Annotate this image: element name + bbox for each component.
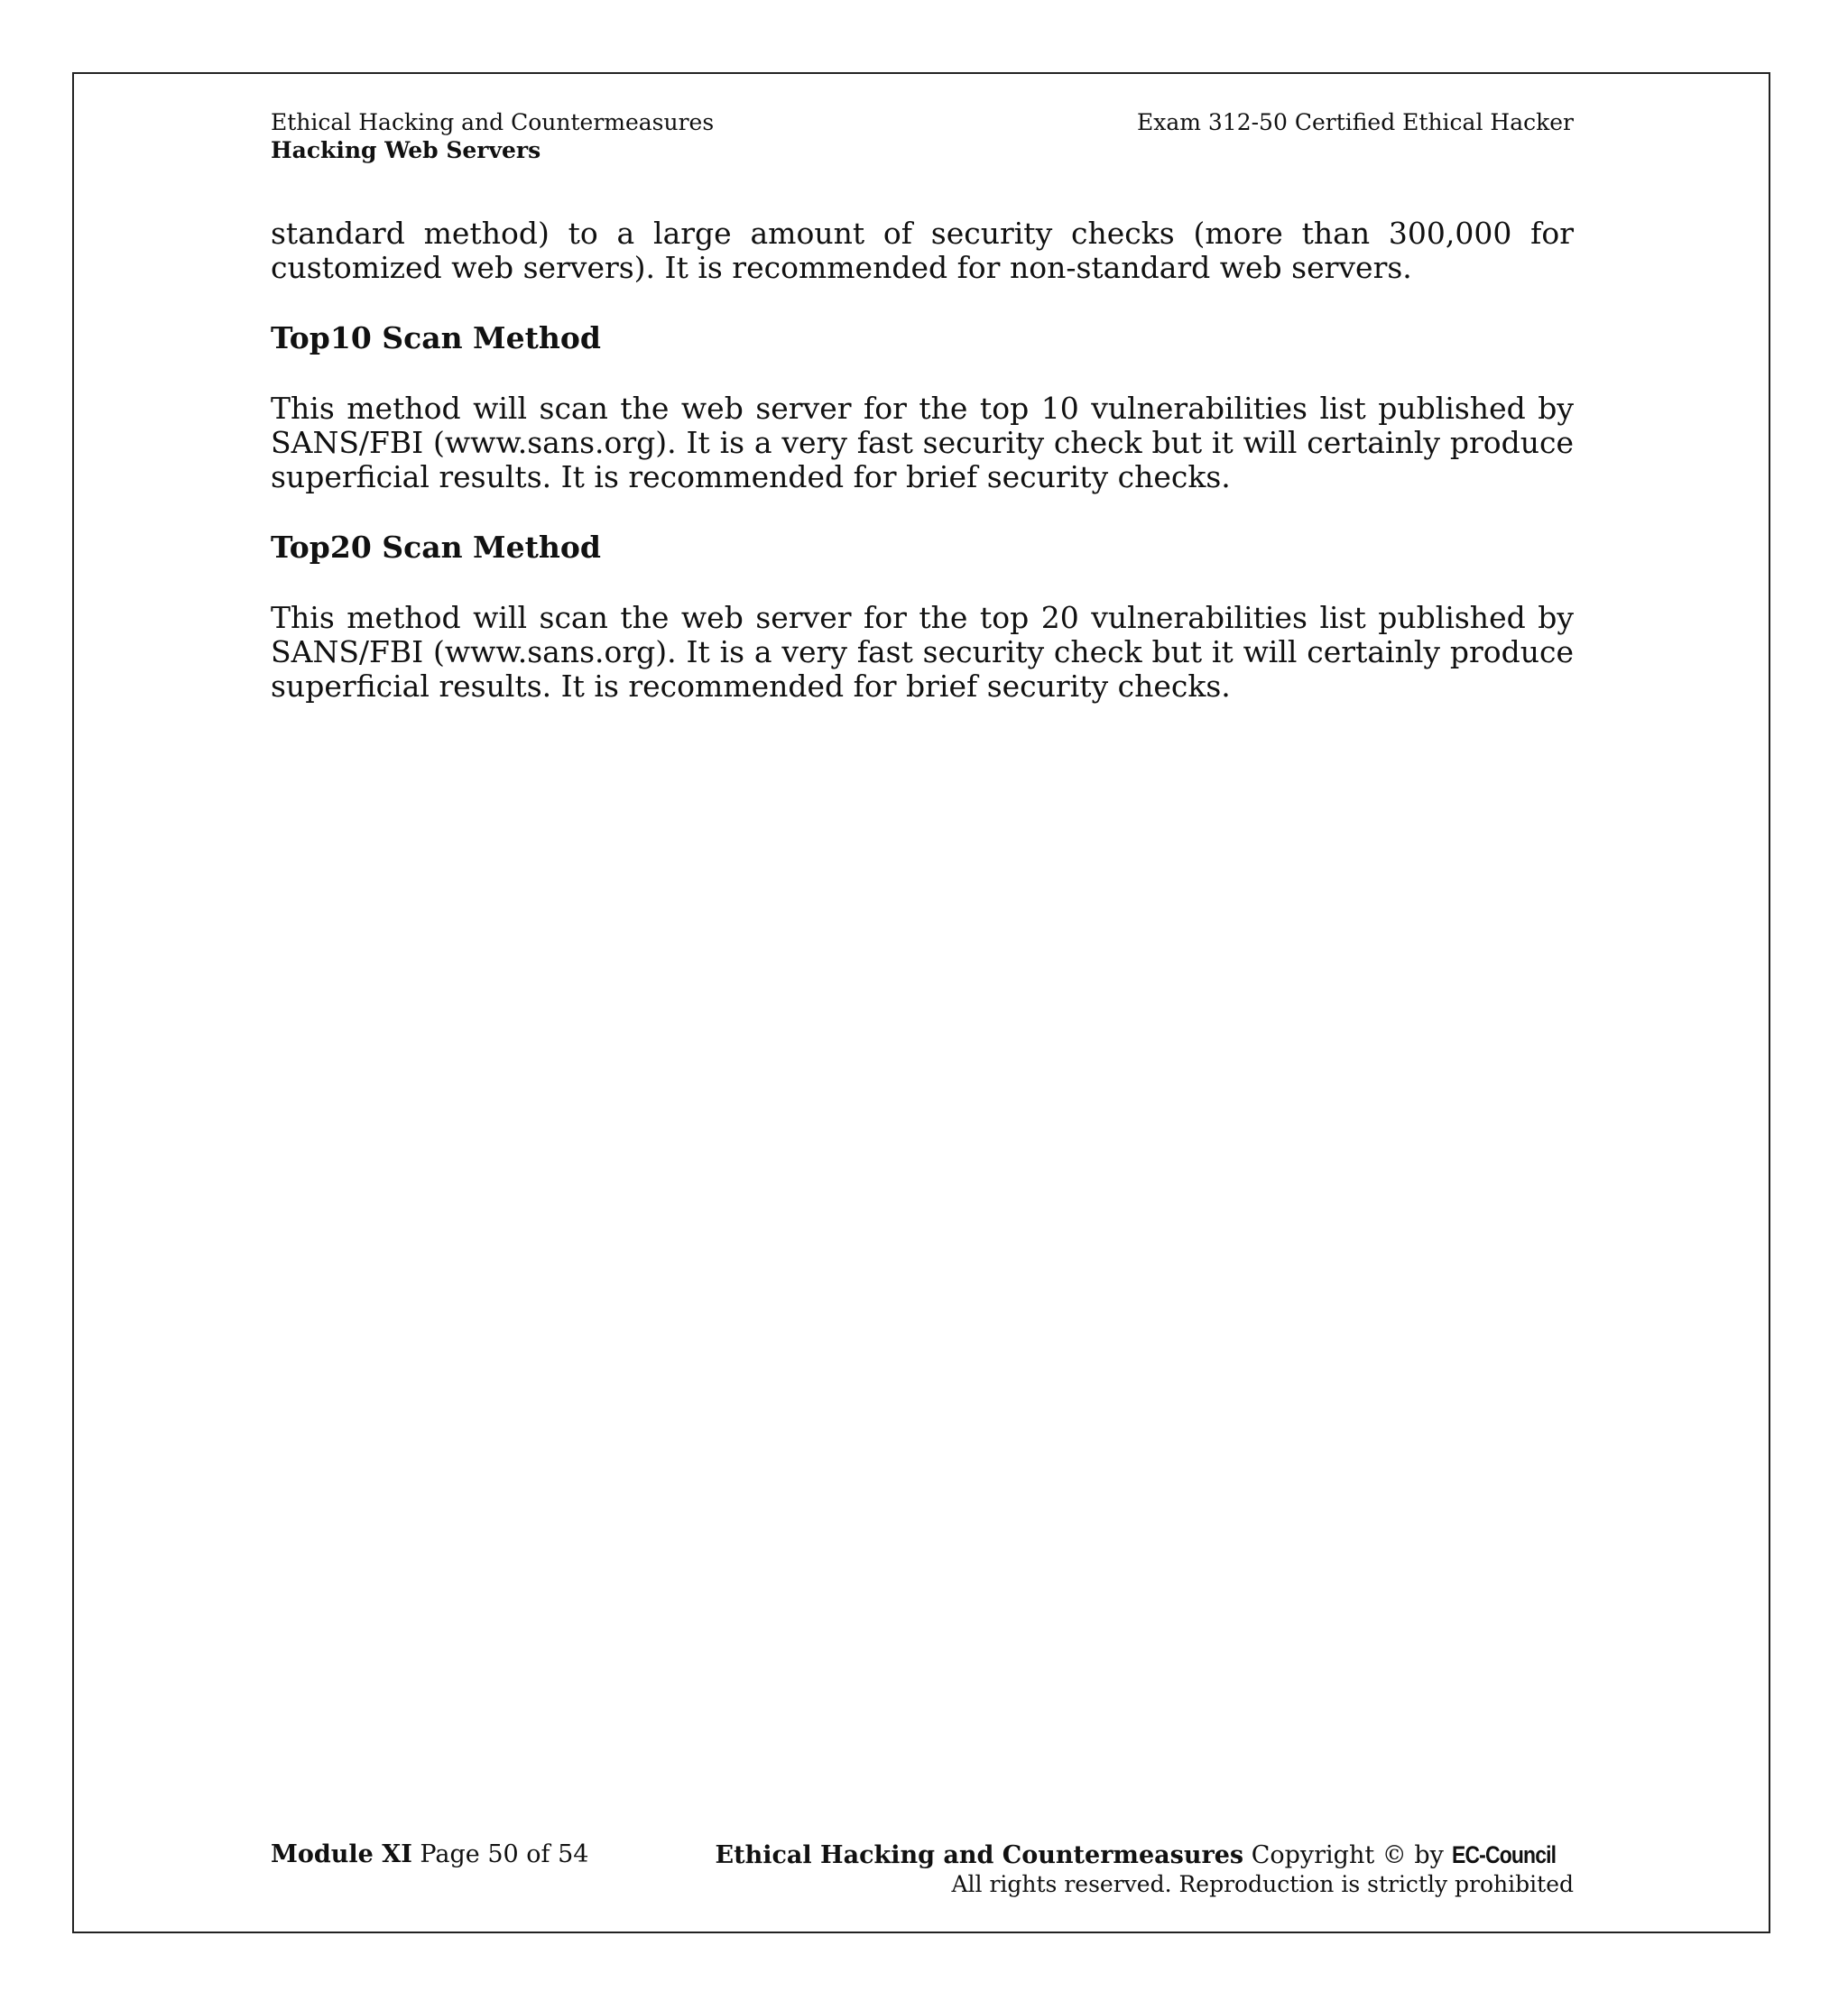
ec-council-logo: EC-Council: [1451, 1841, 1556, 1868]
footer-copyright: Copyright © by: [1251, 1841, 1444, 1869]
section-body-top20: This method will scan the web server for the top 20 vulnerabilities list published by SANS/FBI (www.sans.org). It is a very fast security check but it will certainly produce superficial results. It is recommended for brief security checks.: [271, 600, 1574, 704]
footer-copyright-line: [716, 1840, 1574, 1870]
footer-module: Module XI: [271, 1840, 412, 1868]
footer-right: [716, 1840, 1574, 1899]
section-heading-top20: Top20 Scan Method: [271, 530, 601, 565]
footer-left: [271, 1840, 588, 1869]
header-course-title: Ethical Hacking and Countermeasures: [271, 109, 715, 135]
header-exam-title: Exam 312-50 Certified Ethical Hacker: [1136, 109, 1574, 135]
continuation-paragraph: standard method) to a large amount of security checks (more than 300,000 for customized web servers). It is recommended for non-standard web servers.: [271, 216, 1574, 285]
footer-course: Ethical Hacking and Countermeasures: [715, 1841, 1244, 1869]
section-body-top10: This method will scan the web server for the top 10 vulnerabilities list published by SANS/FBI (www.sans.org). It is a very fast security check but it will certainly produce superficial results. It is recommended for brief security checks.: [271, 391, 1574, 494]
header-module-title: Hacking Web Servers: [271, 137, 541, 163]
footer-rights: All rights reserved. Reproduction is strictly prohibited: [951, 1871, 1574, 1897]
header-left: [271, 108, 714, 164]
footer-page-number: Page 50 of 54: [420, 1840, 589, 1868]
header-right: [1137, 108, 1574, 136]
section-heading-top10: Top10 Scan Method: [271, 320, 601, 355]
page-content: [271, 217, 1574, 704]
